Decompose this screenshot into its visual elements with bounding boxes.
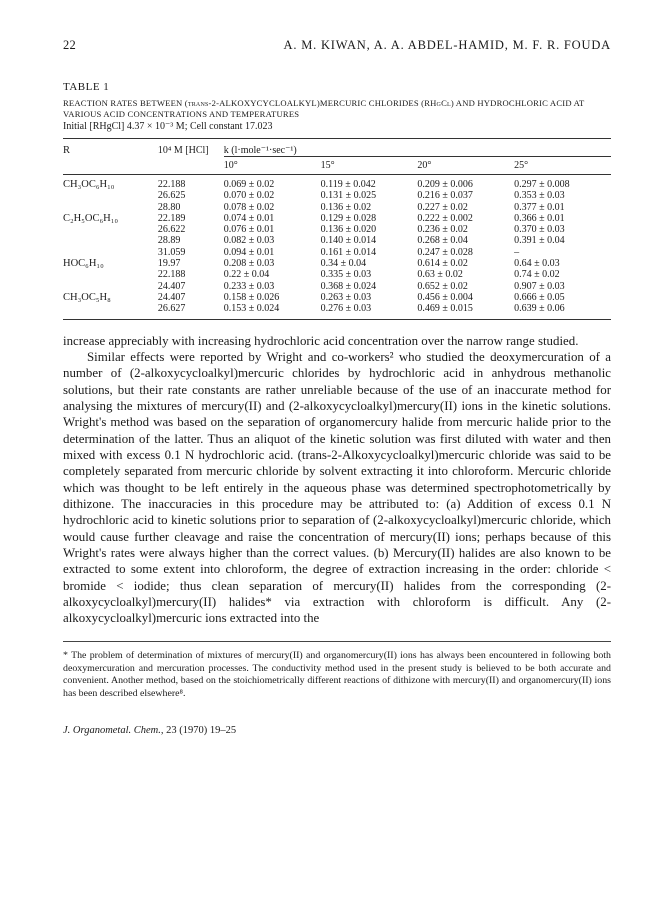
cell-k: 0.639 ± 0.06 bbox=[514, 303, 565, 315]
journal-citation bbox=[63, 725, 611, 736]
table-conditions: Initial [RHgCl] 4.37 × 10⁻³ M; Cell constant 17.023 bbox=[63, 121, 273, 132]
journal-ref: 23 (1970) 19–25 bbox=[166, 724, 237, 736]
cell-k: 0.136 ± 0.020 bbox=[320, 224, 377, 236]
cell-k: 0.222 ± 0.002 bbox=[417, 212, 473, 224]
table-label: TABLE 1 bbox=[63, 81, 110, 93]
table-row bbox=[63, 224, 611, 235]
cell-k: 0.368 ± 0.024 bbox=[320, 280, 377, 292]
col-header-hcl: 10⁴ M [HCl] bbox=[157, 145, 209, 156]
table-row bbox=[63, 213, 611, 224]
cell-r bbox=[63, 303, 158, 319]
cell-k: 0.614 ± 0.02 bbox=[417, 258, 468, 270]
running-header bbox=[63, 38, 611, 53]
cell-k: – bbox=[514, 246, 520, 258]
cell-r bbox=[63, 190, 158, 201]
table-body bbox=[63, 175, 611, 320]
cell-k: 0.094 ± 0.01 bbox=[223, 246, 275, 258]
cell-hcl: 22.189 bbox=[157, 212, 186, 224]
cell-k: 0.119 ± 0.042 bbox=[320, 179, 376, 190]
cell-k: 0.131 ± 0.025 bbox=[320, 190, 377, 202]
cell-k: 0.161 ± 0.014 bbox=[320, 246, 377, 258]
cell-hcl: 22.188 bbox=[157, 179, 186, 190]
cell-k: 0.227 ± 0.02 bbox=[417, 201, 468, 213]
cell-k: 0.070 ± 0.02 bbox=[223, 190, 275, 202]
cell-k: 0.209 ± 0.006 bbox=[417, 179, 473, 190]
table-row bbox=[63, 292, 611, 303]
cell-hcl: 24.407 bbox=[157, 291, 186, 303]
cell-k: 0.074 ± 0.01 bbox=[223, 212, 275, 224]
cell-k: 0.268 ± 0.04 bbox=[417, 235, 468, 247]
cell-k: 0.236 ± 0.02 bbox=[417, 224, 468, 236]
journal-page bbox=[63, 38, 611, 736]
cell-k: 0.276 ± 0.03 bbox=[320, 303, 372, 315]
cell-k: 0.666 ± 0.05 bbox=[514, 291, 565, 303]
cell-hcl: 26.622 bbox=[157, 224, 186, 236]
table-row bbox=[63, 269, 611, 280]
table-row bbox=[63, 303, 611, 319]
cell-r bbox=[63, 281, 158, 292]
paragraph: increase appreciably with increasing hydrochloric acid concentration over the narrow range studied. bbox=[63, 333, 579, 348]
col-header-temp: 10° bbox=[223, 160, 238, 171]
cell-k: 0.353 ± 0.03 bbox=[514, 190, 565, 202]
cell-hcl: 28.89 bbox=[157, 235, 181, 247]
cell-r bbox=[63, 247, 158, 258]
page-number: 22 bbox=[63, 38, 77, 52]
cell-k: 0.153 ± 0.024 bbox=[223, 303, 280, 315]
col-header-temp: 25° bbox=[514, 160, 529, 171]
cell-k: 0.377 ± 0.01 bbox=[514, 201, 565, 213]
running-authors: A. M. KIWAN, A. A. ABDEL-HAMID, M. F. R. FOUDA bbox=[283, 38, 611, 52]
cell-k: 0.140 ± 0.014 bbox=[320, 235, 377, 247]
cell-r: HOC₆H₁₀ bbox=[63, 258, 104, 270]
cell-r: CH₃OC₅H₈ bbox=[63, 291, 111, 303]
cell-k: 0.069 ± 0.02 bbox=[223, 179, 275, 190]
cell-k: 0.216 ± 0.037 bbox=[417, 190, 473, 202]
cell-k: 0.652 ± 0.02 bbox=[417, 280, 468, 292]
cell-r bbox=[63, 224, 158, 235]
cell-k: 0.391 ± 0.04 bbox=[514, 235, 565, 247]
cell-k: 0.335 ± 0.03 bbox=[320, 269, 372, 281]
cell-hcl: 24.407 bbox=[157, 280, 186, 292]
rate-table bbox=[63, 138, 611, 320]
cell-hcl: 26.627 bbox=[157, 303, 186, 315]
cell-k: 0.263 ± 0.03 bbox=[320, 291, 372, 303]
cell-k: 0.74 ± 0.02 bbox=[514, 269, 560, 281]
cell-k: 0.158 ± 0.026 bbox=[223, 291, 280, 303]
cell-k: 0.076 ± 0.01 bbox=[223, 224, 275, 236]
cell-k: 0.469 ± 0.015 bbox=[417, 303, 473, 315]
cell-k: 0.082 ± 0.03 bbox=[223, 235, 275, 247]
cell-hcl: 28.80 bbox=[157, 201, 181, 213]
table-caption: REACTION RATES BETWEEN (trans-2-ALKOXYCYCLOALKYL)MERCURIC CHLORIDES (RHgCl) AND HYDROCHLORIC ACID AT VARIOUS ACID CONCENTRATIONS AND TEMPERATURES bbox=[63, 98, 585, 119]
cell-r bbox=[63, 269, 158, 280]
footnote: * The problem of determination of mixtures of mercury(II) and organomercury(II) ions has always been encountered in following both deoxymercuration and mercuration processes. The conductivity method used in the present study is believed to be both accurate and convenient. Another method, based on the stoichiometrically different reactions of dithizone with mercury(II) and organomercury(II) ions has been described elsewhere⁸. bbox=[63, 649, 611, 700]
cell-k: 0.366 ± 0.01 bbox=[514, 212, 565, 224]
table-row bbox=[63, 258, 611, 269]
col-header-r: R bbox=[63, 145, 71, 156]
col-header-temp: 15° bbox=[320, 160, 335, 171]
cell-k: 0.456 ± 0.004 bbox=[417, 291, 473, 303]
cell-k: 0.22 ± 0.04 bbox=[223, 269, 270, 281]
cell-r: C₂H₅OC₆H₁₀ bbox=[63, 212, 119, 224]
cell-k: 0.63 ± 0.02 bbox=[417, 269, 463, 281]
cell-k: 0.370 ± 0.03 bbox=[514, 224, 565, 236]
cell-k: 0.34 ± 0.04 bbox=[320, 258, 367, 270]
col-header-temp: 20° bbox=[417, 160, 432, 171]
table-row bbox=[63, 190, 611, 201]
table-row bbox=[63, 281, 611, 292]
journal-name: J. Organometal. Chem., bbox=[63, 724, 164, 736]
footnote-rule bbox=[63, 641, 611, 642]
table-row bbox=[63, 247, 611, 258]
cell-k: 0.247 ± 0.028 bbox=[417, 246, 473, 258]
paragraph: Similar effects were reported by Wright and co-workers² who studied the deoxymercuration of a number of (2-alkoxycycloalkyl)mercuric chlorides by hydrochloric acid in anhydrous methanolic solutions, but their rate constants are rather unreliable because of the use of an inaccurate method for analysing the mixtures of mercury(II) and (2-alkoxycycloalkyl)mercury(II) ions in the kinetic solutions. Wright's method was based on the separation of organomercury halide from mercuric halide prior to the determination of the latter. Thus an aliquot of the kinetic solution was first diluted with water and then mixed with excess 0.1 N hydrochloric acid. (trans-2-Alkoxycycloalkyl)mercuric chloride was said to be completely separated from mercuric chloride by solvent extracting it into chloroform. Mercuric chloride which was thought to be left entirely in the aqueous phase was determined spectrophotometrically by dithizone. The inaccuracies in this procedure may be attributed to: (a) Addition of excess 0.1 N hydrochloric acid to kinetic solutions prior to separation of (2-alkoxycycloalkyl)mercuric chloride, which would cause further cleavage and raise the concentration of mercury(II) ions; perhaps because of this Wright's rates were always higher than the correct values. (b) Mercury(II) halides are also known to be extracted to some extent into chloroform, the degree of extraction increasing in the order: chloride < bromide < iodide; thus clean separation of mercury(II) halides from the corresponding (2-alkoxycycloalkyl)mercury(II) halides* via extraction with chloroform is difficult. Any (2-alkoxycycloalkyl)mercuric ions extracted into the bbox=[63, 349, 611, 626]
cell-hcl: 31.059 bbox=[157, 246, 186, 258]
cell-hcl: 26.625 bbox=[157, 190, 186, 202]
cell-k: 0.208 ± 0.03 bbox=[223, 258, 275, 270]
cell-k: 0.136 ± 0.02 bbox=[320, 201, 372, 213]
cell-k: 0.297 ± 0.008 bbox=[514, 179, 570, 190]
cell-k: 0.078 ± 0.02 bbox=[223, 201, 275, 213]
cell-k: 0.907 ± 0.03 bbox=[514, 280, 565, 292]
body-text bbox=[63, 333, 611, 627]
cell-hcl: 22.188 bbox=[157, 269, 186, 281]
cell-r bbox=[63, 235, 158, 246]
table-row bbox=[63, 175, 611, 191]
cell-k: 0.129 ± 0.028 bbox=[320, 212, 377, 224]
table-row bbox=[63, 202, 611, 213]
col-header-k: k (l·mole⁻¹·sec⁻¹) bbox=[224, 139, 611, 157]
table-row bbox=[63, 235, 611, 246]
cell-k: 0.233 ± 0.03 bbox=[223, 280, 275, 292]
cell-hcl: 19.97 bbox=[157, 258, 181, 270]
cell-r: CH₃OC₆H₁₀ bbox=[63, 179, 115, 190]
cell-k: 0.64 ± 0.03 bbox=[514, 258, 560, 270]
cell-r bbox=[63, 202, 158, 213]
